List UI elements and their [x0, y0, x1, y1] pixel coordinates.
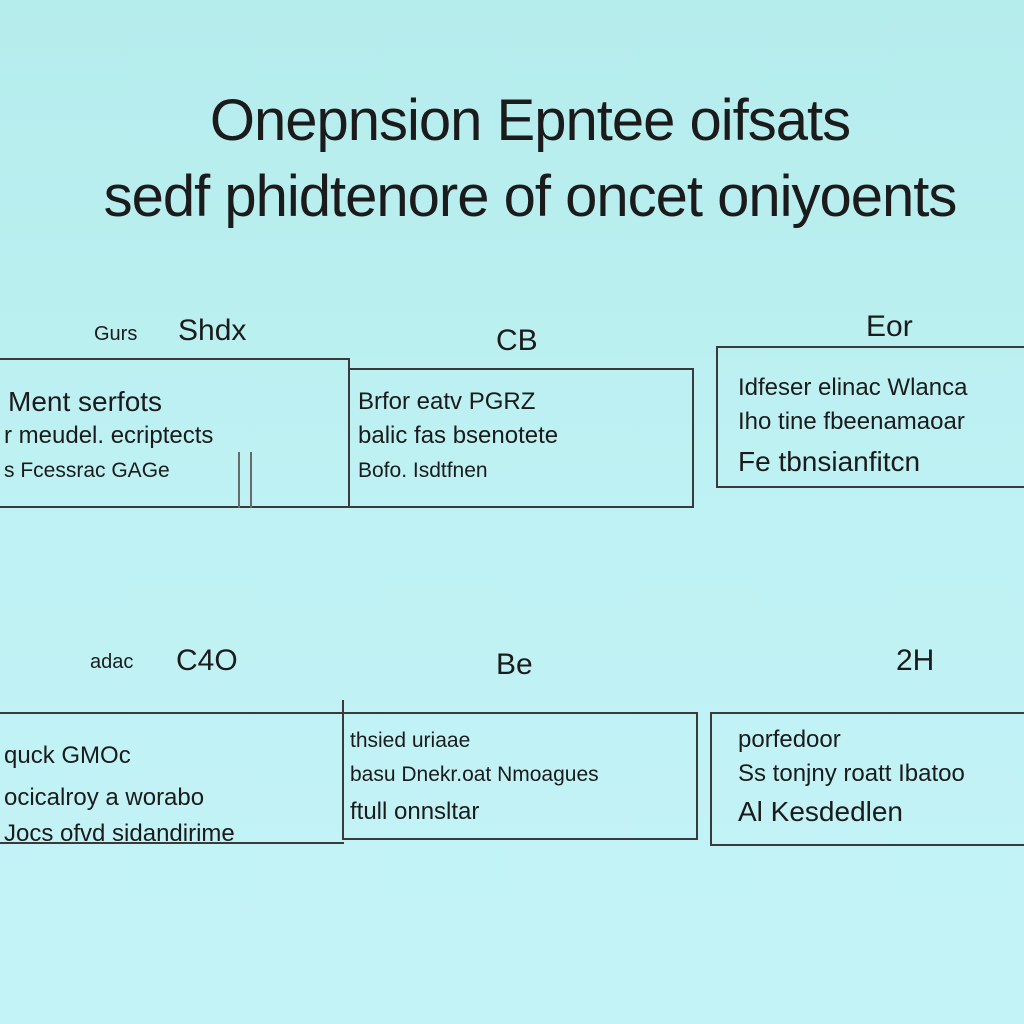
- title-line-1: Onepnsion Epntee oifsats: [209, 88, 851, 153]
- row2-col1-label: C4O: [176, 644, 238, 677]
- row2-col2-line1: thsied uriaae: [350, 729, 471, 752]
- row1-col2-line2: balic fas bsenotete: [358, 422, 559, 449]
- row1-col3-line3: Fe tbnsianfitcn: [738, 446, 921, 477]
- box-divider: [250, 452, 252, 508]
- row1-col1-line2: r meudel. ecriptects: [4, 422, 214, 449]
- row1-col2-line1: Brfor eatv PGRZ: [358, 388, 536, 415]
- row2-col3-line1: porfedoor: [738, 726, 841, 753]
- row2-col2-label: Be: [496, 648, 533, 681]
- row2-col1-line2: ocicalroy a worabo: [4, 784, 205, 811]
- row1-col1-line1: Ment serfots: [8, 386, 163, 417]
- row2-col1-line1: quck GMOc: [4, 742, 131, 769]
- row1-col2-line3: Bofo. Isdtfnen: [358, 459, 488, 482]
- row1-col1-small-label: Gurs: [94, 323, 138, 345]
- row1-col1-label: Shdx: [178, 314, 247, 347]
- row2-col1-small-label: adac: [90, 651, 134, 673]
- row2-col3-line2: Ss tonjny roatt Ibatoo: [738, 760, 965, 787]
- row2-col2-line3: ftull onnsltar: [350, 798, 480, 825]
- row1-col1-line3: s Fcessrac GAGe: [4, 459, 170, 482]
- row2-col3-line3: Al Kesdedlen: [738, 796, 904, 827]
- title-line-2: sedf phidtenore of oncet oniyoents: [103, 164, 957, 229]
- row2-col2-line2: basu Dnekr.oat Nmoagues: [350, 763, 599, 786]
- row1-col3-label: Eor: [866, 310, 913, 343]
- row2-col1-line3: Jocs ofvd sidandirime: [4, 820, 235, 847]
- row1-col3-line2: Iho tine fbeenamaoar: [738, 408, 965, 435]
- row1-col2-label: CB: [496, 324, 538, 357]
- box-divider: [238, 452, 240, 508]
- row1-col3-line1: Idfeser elinac Wlanca: [738, 374, 968, 401]
- row2-col3-label: 2H: [896, 644, 935, 677]
